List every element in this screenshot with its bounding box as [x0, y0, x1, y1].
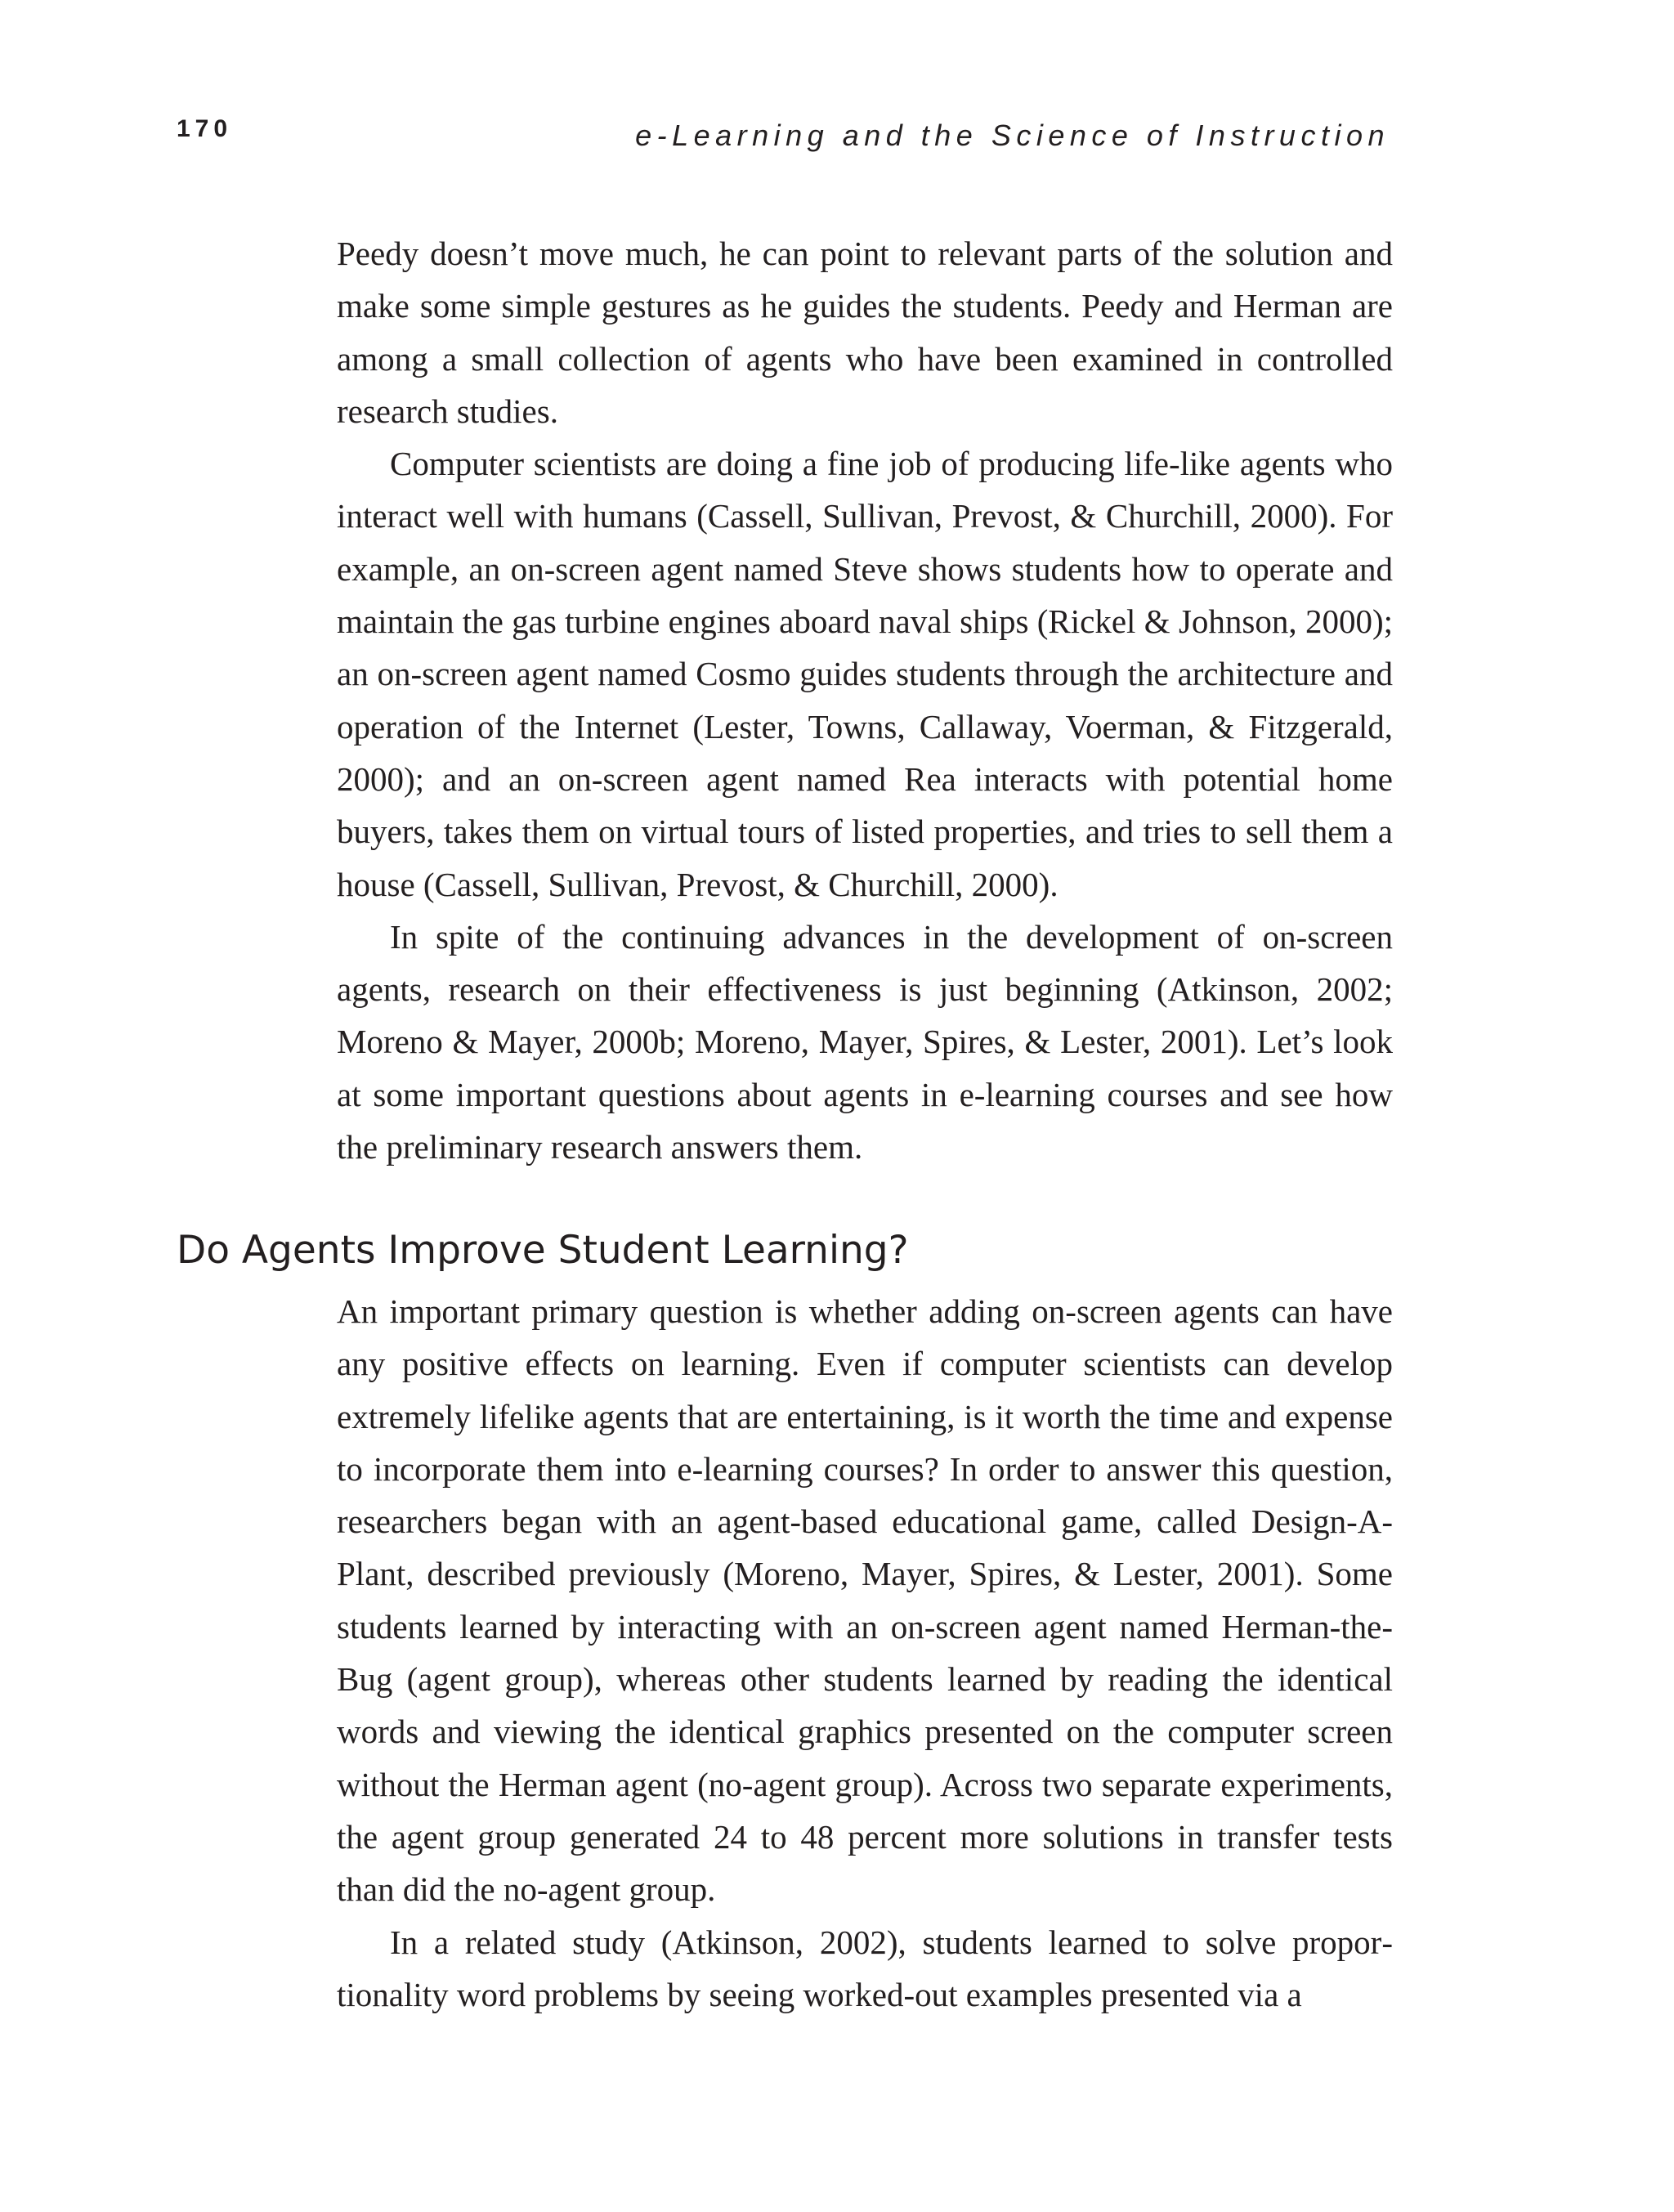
paragraph: Computer scientists are doing a fine job of producing life-like agents who interact well with humans (Cassell, Sullivan, Prevost, & Churchill, 2000). For example, an on-screen agent named Steve shows students how to operate and maintain the gas turbine engines aboard naval ships (Rickel & Johnson, 2000); an on-screen agent named Cosmo guides students through the architecture and operation of the Internet (Lester, Towns, Callaway, Voerman, & Fitzgerald, 2000); and an on-screen agent named Rea interacts with potential home buyers, takes them on virtual tours of listed properties, and tries to sell them a house (Cassell, Sullivan, Prevost, & Churchill, 2000). — [337, 445, 1393, 903]
paragraph: Peedy doesn’t move much, he can point to relevant parts of the solution and make some simple gestures as he guides the students. Peedy and Herman are among a small collection of agents who have been examined in controlled research studies. — [337, 235, 1393, 430]
paragraph: In a related study (Atkinson, 2002), students learned to solve proportionality word problems by seeing worked-out examples presented via a — [337, 1923, 1393, 2013]
paragraph: An important primary question is whether adding on-screen agents can have any positive effects on learning. Even if computer scientists can develop extremely lifelike agents that are entertaining, is it worth the time and expense to incorporate them into e-learning courses? In order to answer this question, researchers began with an agent-based educational game, called Design-A-Plant, described previously (Moreno, Mayer, Spires, & Lester, 2001). Some students learned by interacting with an on-screen agent named Herman-the-Bug (agent group), whereas other students learned by reading the identical words and viewing the identical graphics presented on the computer screen without the Herman agent (no-agent group). Across two separate experiments, the agent group generated 24 to 48 percent more solutions in transfer tests than did the no-agent group. — [337, 1292, 1393, 1909]
section-heading: Do Agents Improve Student Learning? — [177, 1228, 909, 1273]
body-text-section-two — [337, 1285, 1393, 2021]
body-text-section-one — [337, 227, 1393, 1173]
paragraph: In spite of the continuing advances in the development of on-screen agents, research on their effectiveness is just beginning (Atkinson, 2002; Moreno & Mayer, 2000b; Moreno, Mayer, Spires, & Lester, 2001). Let’s look at some important questions about agents in e-learning courses and see how the preliminary research answers them. — [337, 917, 1393, 1166]
page-number: 170 — [177, 115, 233, 142]
running-head: e-Learning and the Science of Instruction — [635, 119, 1390, 152]
